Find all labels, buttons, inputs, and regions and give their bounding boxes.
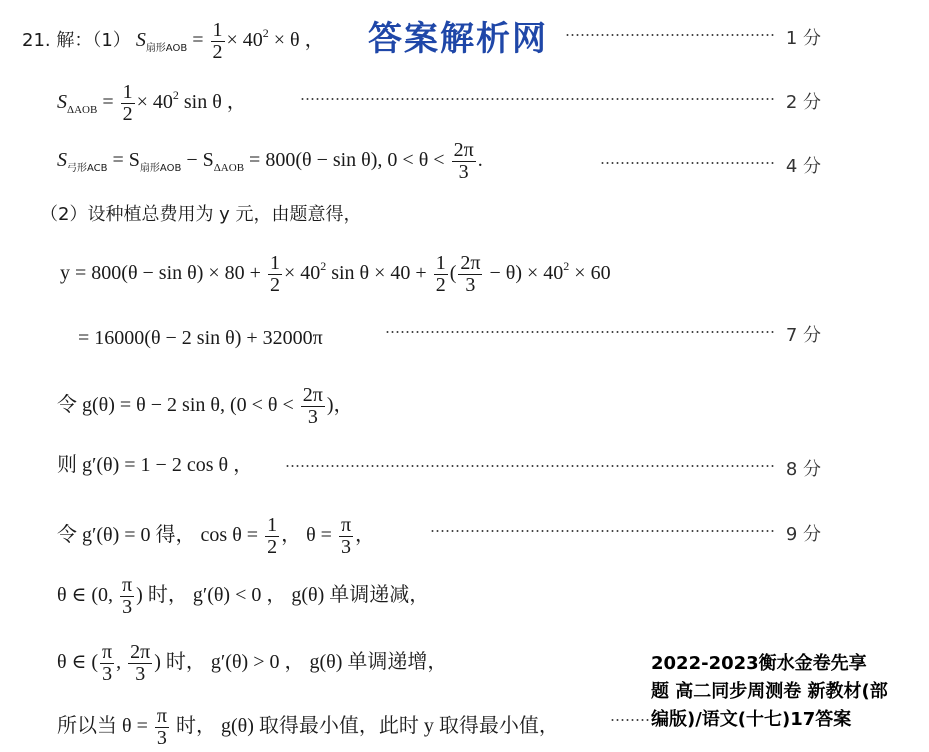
expression: ( bbox=[449, 262, 457, 285]
fraction-numerator: π bbox=[102, 641, 113, 663]
expression: sin θ × 40 + bbox=[326, 262, 432, 285]
fraction-numerator: 1 bbox=[435, 252, 446, 274]
solution-line-11 bbox=[57, 642, 447, 685]
expression: , bbox=[116, 651, 127, 674]
expression-tail: )， bbox=[326, 394, 354, 417]
fraction-numerator: 2π bbox=[302, 384, 323, 406]
area-subscript: 扇形AOB bbox=[139, 163, 182, 175]
fraction-numerator: 1 bbox=[122, 81, 133, 103]
watermark-text: 答案解析网 bbox=[368, 19, 548, 59]
part-2-intro: （2）设种植总费用为 y 元，由题意得， bbox=[40, 204, 362, 225]
equals: = bbox=[187, 29, 209, 52]
area-symbol: S bbox=[57, 149, 67, 172]
expression: − S bbox=[181, 149, 214, 172]
exponent: 2 bbox=[172, 88, 179, 103]
score-1: 1 分 bbox=[785, 28, 821, 49]
leader-dots bbox=[565, 34, 775, 36]
solution-line-10 bbox=[57, 575, 429, 618]
fraction bbox=[452, 140, 476, 183]
fraction bbox=[458, 253, 482, 296]
fraction-numerator: 2π bbox=[130, 641, 151, 663]
score-3: 4 分 bbox=[785, 156, 821, 177]
expression-tail: . bbox=[477, 149, 483, 172]
fraction-numerator: π bbox=[122, 574, 133, 596]
area-subscript: 扇形AOB bbox=[145, 43, 188, 55]
fraction bbox=[339, 515, 353, 558]
area-symbol: S bbox=[135, 29, 146, 52]
fraction bbox=[268, 253, 282, 296]
problem-number: 21. 解：（1） bbox=[22, 30, 131, 52]
expression-tail: ) 时， g′(θ) > 0 ， g(θ) 单调递增， bbox=[154, 651, 448, 674]
fraction-denominator: 3 bbox=[307, 406, 318, 428]
fraction bbox=[211, 20, 225, 63]
fraction-denominator: 3 bbox=[340, 536, 351, 558]
fraction bbox=[128, 642, 152, 685]
score-9: 9 分 bbox=[785, 524, 821, 545]
leader-dots bbox=[385, 331, 775, 333]
expression: y = 800(θ − sin θ) × 80 + bbox=[60, 262, 266, 285]
expression-tail: × θ ， bbox=[268, 29, 325, 52]
solution-line-5 bbox=[60, 253, 611, 296]
fraction bbox=[155, 706, 169, 749]
exponent: 2 bbox=[262, 26, 269, 41]
fraction bbox=[121, 82, 135, 125]
fraction-denominator: 3 bbox=[465, 274, 476, 296]
solution-line-7 bbox=[57, 385, 354, 428]
expression: θ ∈ ( bbox=[57, 651, 99, 674]
solution-line-3 bbox=[57, 140, 483, 183]
caption-line-2: 题 高二同步周测卷 新教材(部 bbox=[651, 681, 888, 702]
caption-overlay bbox=[651, 650, 927, 734]
expression: × 40 bbox=[226, 29, 263, 52]
fraction bbox=[100, 642, 114, 685]
expression-tail: 时， g(θ) 取得最小值，此时 y 取得最小值， bbox=[170, 715, 559, 738]
fraction-denominator: 3 bbox=[102, 663, 113, 685]
solution-line-6: = 16000(θ − 2 sin θ) + 32000π bbox=[78, 327, 323, 349]
expression: = 800(θ − sin θ), 0 < θ < bbox=[244, 149, 450, 172]
fraction-denominator: 3 bbox=[458, 161, 469, 183]
caption-line-1: 2022-2023衡水金卷先享 bbox=[651, 653, 867, 674]
fraction-denominator: 3 bbox=[156, 727, 167, 749]
equals: = bbox=[97, 91, 119, 114]
expression: 令 g(θ) = θ − 2 sin θ, (0 < θ < bbox=[57, 394, 299, 417]
fraction-numerator: 1 bbox=[267, 514, 278, 536]
leader-dots bbox=[300, 98, 775, 100]
expression-tail: × 60 bbox=[569, 262, 611, 285]
leader-dots bbox=[600, 162, 775, 164]
fraction-denominator: 3 bbox=[122, 596, 133, 618]
expression-tail: sin θ ， bbox=[178, 91, 247, 114]
area-subscript: ΔAOB bbox=[213, 162, 245, 175]
fraction-denominator: 3 bbox=[135, 663, 146, 685]
expression-tail: ， bbox=[355, 524, 376, 547]
expression: 所以当 θ = bbox=[57, 715, 153, 738]
caption-line-3: 编版)/语文(十七)17答案 bbox=[651, 709, 852, 730]
expression: 令 g′(θ) = 0 得， cos θ = bbox=[57, 524, 264, 547]
expression: × 40 bbox=[283, 262, 321, 285]
fraction-denominator: 2 bbox=[212, 41, 223, 63]
fraction-numerator: 1 bbox=[212, 19, 223, 41]
score-8: 8 分 bbox=[785, 459, 821, 480]
expression: × 40 bbox=[136, 91, 173, 114]
leader-dots bbox=[285, 465, 775, 467]
expression: = S bbox=[107, 149, 140, 172]
score-2: 2 分 bbox=[785, 92, 821, 113]
fraction bbox=[434, 253, 448, 296]
expression-tail: ) 时， g′(θ) < 0 ， g(θ) 单调递减， bbox=[136, 584, 430, 607]
solution-line-8: 则 g′(θ) = 1 − 2 cos θ ， bbox=[57, 454, 254, 476]
area-symbol: S bbox=[57, 91, 67, 114]
fraction-denominator: 2 bbox=[267, 536, 278, 558]
fraction-numerator: 2π bbox=[460, 252, 481, 274]
solution-line-9 bbox=[57, 515, 375, 558]
area-subscript: 弓形ACB bbox=[67, 163, 108, 175]
fraction-denominator: 2 bbox=[122, 103, 133, 125]
solution-line-1 bbox=[22, 20, 325, 63]
area-subscript: ΔAOB bbox=[67, 104, 98, 117]
exponent: 2 bbox=[320, 259, 327, 274]
fraction bbox=[301, 385, 325, 428]
fraction-numerator: π bbox=[156, 705, 167, 727]
fraction-denominator: 2 bbox=[269, 274, 280, 296]
fraction bbox=[120, 575, 134, 618]
fraction bbox=[265, 515, 279, 558]
exponent: 2 bbox=[563, 259, 570, 274]
fraction-numerator: 1 bbox=[269, 252, 280, 274]
fraction-numerator: π bbox=[340, 514, 352, 536]
leader-dots bbox=[610, 719, 650, 721]
solution-line-12 bbox=[57, 706, 559, 749]
expression: θ ∈ (0, bbox=[57, 584, 119, 607]
fraction-numerator: 2π bbox=[453, 139, 474, 161]
solution-line-2 bbox=[57, 82, 247, 125]
score-7: 7 分 bbox=[785, 325, 821, 346]
leader-dots bbox=[430, 530, 775, 532]
expression: ， θ = bbox=[281, 524, 337, 547]
fraction-denominator: 2 bbox=[435, 274, 446, 296]
expression: − θ) × 40 bbox=[484, 262, 564, 285]
